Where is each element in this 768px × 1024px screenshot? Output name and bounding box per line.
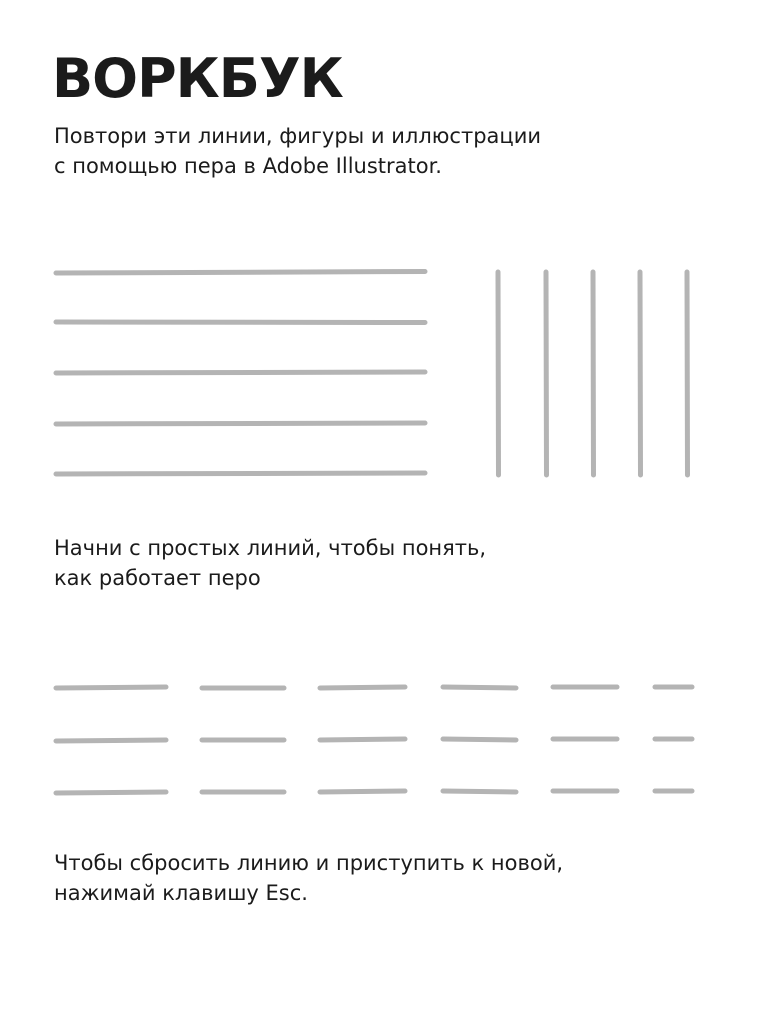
intro-line-2: с помощью пера в Adobe Illustrator.	[54, 154, 442, 178]
dash-segment	[443, 791, 516, 792]
vertical-practice-line	[546, 272, 547, 475]
horizontal-practice-line	[56, 272, 425, 274]
dash-segment	[320, 791, 405, 792]
dash-segment	[56, 792, 166, 793]
vertical-practice-line	[640, 272, 641, 475]
tip-1-line-2: как работает перо	[54, 566, 261, 590]
tip-reset-line	[54, 848, 563, 908]
dash-segment	[56, 740, 166, 741]
intro-line-1: Повтори эти линии, фигуры и иллюстрации	[54, 124, 541, 148]
dash-segment	[443, 739, 516, 740]
vertical-practice-line	[687, 272, 688, 475]
dash-segment	[320, 687, 405, 688]
horizontal-lines-group	[56, 272, 425, 475]
horizontal-practice-line	[56, 473, 425, 474]
horizontal-practice-line	[56, 322, 425, 323]
workbook-title: ВОРКБУК	[52, 47, 343, 110]
vertical-practice-line	[498, 272, 499, 475]
horizontal-practice-line	[56, 423, 425, 424]
tip-2-line-2: нажимай клавишу Esc.	[54, 881, 308, 905]
vertical-lines-group	[498, 272, 688, 475]
tip-simple-lines	[54, 533, 486, 593]
dash-segment	[56, 687, 166, 688]
dashed-lines-group	[56, 687, 692, 793]
dash-segment	[443, 687, 516, 688]
vertical-practice-line	[593, 272, 594, 475]
intro-text	[54, 121, 541, 181]
dash-segment	[320, 739, 405, 740]
tip-1-line-1: Начни с простых линий, чтобы понять,	[54, 536, 487, 560]
horizontal-practice-line	[56, 372, 425, 373]
tip-2-line-1: Чтобы сбросить линию и приступить к новой,	[54, 851, 564, 875]
